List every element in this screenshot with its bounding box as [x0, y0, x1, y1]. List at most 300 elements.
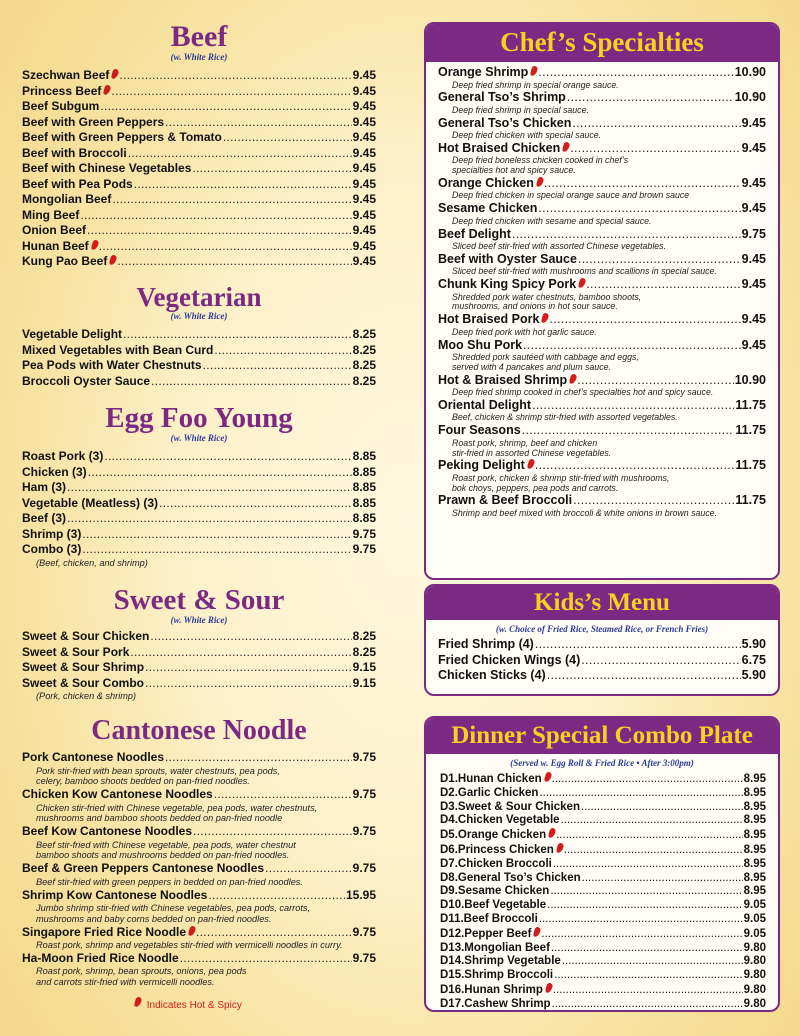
item-price: 9.80 [743, 941, 766, 954]
menu-item [22, 925, 376, 941]
dot-leader [193, 824, 352, 840]
egg-foo-young-list [22, 449, 376, 558]
item-price: 8.25 [352, 644, 376, 659]
item-price: 9.45 [352, 176, 376, 191]
item-price: 11.75 [735, 493, 766, 508]
menu-item [22, 358, 376, 374]
chili-pepper-icon [112, 69, 118, 79]
item-name: Oriental Delight [438, 397, 532, 412]
item-price: 9.45 [741, 251, 766, 266]
item-code: D10. [440, 899, 465, 912]
item-name: Szechwan Beef [22, 68, 110, 82]
item-name: Hunan Chicken [457, 773, 542, 785]
dot-leader [165, 750, 352, 766]
item-price: 9.45 [352, 83, 376, 98]
combo-item [440, 828, 766, 843]
chili-pepper-icon [189, 926, 195, 936]
dot-leader [88, 465, 352, 481]
item-description: Beef stir-fried with green peppers in bedded on pan-fried noodles. [36, 876, 303, 887]
dot-leader [100, 99, 351, 115]
item-price: 9.05 [743, 912, 766, 925]
section-title: Egg Foo Young [105, 402, 293, 434]
dot-leader [130, 645, 351, 661]
item-name: Beef Delight [438, 226, 511, 241]
item-name: Beef with Oyster Sauce [438, 251, 577, 266]
item-price: 8.95 [743, 857, 766, 870]
item-name: Shrimp Vegetable [464, 955, 561, 968]
item-code: D14. [440, 955, 465, 968]
dot-leader [552, 998, 743, 1012]
item-name: Hot Braised Chicken [438, 140, 561, 155]
dot-leader [567, 90, 734, 106]
item-code: D13. [440, 941, 465, 954]
item-name: Sesame Chicken [438, 201, 538, 216]
dot-leader [196, 925, 352, 941]
item-code: D16. [440, 983, 465, 996]
chili-pepper-icon [104, 85, 110, 95]
item-price: 9.75 [352, 861, 376, 876]
menu-item [22, 161, 376, 177]
item-price: 9.75 [352, 542, 376, 556]
menu-item [438, 423, 766, 439]
item-name: General Tso’s Chicken [438, 115, 572, 130]
dot-leader [87, 223, 352, 239]
dot-leader [538, 65, 733, 81]
egg-foo-young-section [22, 404, 376, 568]
vegetarian-section [22, 284, 376, 389]
menu-item [22, 480, 376, 496]
menu-item [438, 373, 766, 389]
dot-leader [535, 637, 741, 653]
item-code: D12. [440, 927, 465, 940]
dot-leader [150, 629, 351, 645]
menu-item [438, 668, 766, 684]
chili-pepper-icon [135, 997, 141, 1007]
item-price: 9.45 [352, 99, 376, 113]
dot-leader [117, 254, 351, 270]
item-description: Shredded pork sautéed with cabbage and eggs, served with 4 pancakes and plum sauce. [452, 352, 639, 372]
item-name: Sweet & Sour Shrimp [22, 660, 145, 674]
item-description: Deep fried chicken with sesame and special sauce. [452, 215, 652, 226]
menu-item [22, 192, 376, 208]
item-code: D17. [440, 997, 465, 1010]
section-subtitle: (w. White Rice) [170, 311, 228, 321]
item-name: Beef & Green Peppers Cantonese Noodles [22, 861, 265, 876]
dot-leader [550, 885, 742, 899]
menu-item [22, 146, 376, 162]
menu-item [438, 90, 766, 106]
item-name: Sweet & Sour Chicken [457, 800, 580, 813]
item-description: Beef, chicken & shrimp stir-fried with assorted vegetables. [452, 412, 678, 423]
item-description: Jumbo shrimp stir-fried with Chinese vegetables, pea pods, carrots, mushrooms and baby corns bedded on pan-fried noodles. [36, 903, 311, 924]
dot-leader [582, 872, 743, 886]
combo-item [440, 885, 766, 899]
dot-leader [145, 660, 352, 676]
item-price: 8.95 [743, 885, 766, 898]
beef-section [22, 22, 376, 270]
item-description: Roast pork, shrimp, beef and chicken stir-fried in assorted Chinese vegetables. [452, 437, 612, 458]
menu-item [438, 201, 766, 217]
section-subtitle: (w. White Rice) [170, 433, 228, 443]
combo-item [440, 787, 766, 801]
menu-item [22, 130, 376, 146]
menu-item [22, 787, 376, 803]
item-price: 10.90 [734, 372, 766, 387]
item-description: Shredded pork water chestnuts, bamboo shoots, mushrooms, and onions in hot sour sauce. [452, 291, 642, 312]
item-name: Beef with Green Peppers & Tomato [22, 130, 222, 144]
item-price: 9.75 [352, 787, 376, 802]
item-price: 5.90 [741, 637, 766, 651]
chili-pepper-icon [534, 927, 540, 937]
item-description: Beef stir-fried with Chinese vegetable, pea pods, water chestnut bamboo shoots and mushrooms bedded on pan-fried noodles. [36, 839, 296, 861]
item-name: Princess Beef [22, 83, 102, 98]
spicy-legend [132, 997, 242, 1011]
item-name: Pork Cantonese Noodles [22, 750, 165, 764]
dot-leader [581, 801, 743, 815]
item-name: Orange Chicken [457, 829, 547, 842]
kids-menu-subtitle: (w. Choice of Fried Rice, Steamed Rice, or French Fries) [495, 624, 709, 634]
dot-leader [119, 68, 351, 84]
item-description: Roast pork, shrimp, bean sprouts, onions, pea pods and carrots stir-fried with vermicelli noodles. [36, 966, 247, 988]
item-description: Chicken stir-fried with Chinese vegetable, pea pods, water chestnuts, mushrooms and bamboo shoots bedded on pan-fried noodle [36, 802, 318, 824]
dot-leader [104, 449, 351, 465]
item-name: Beef with Pea Pods [22, 176, 133, 191]
item-price: 6.75 [741, 652, 766, 667]
menu-item [22, 888, 376, 904]
menu-item [22, 208, 376, 224]
menu-item [438, 312, 766, 328]
dot-leader [532, 398, 734, 414]
item-name: Mixed Vegetables with Bean Curd [22, 342, 214, 357]
dot-leader [553, 858, 743, 872]
item-name: Shrimp (3) [22, 526, 82, 541]
item-price: 8.85 [352, 511, 376, 525]
item-price: 8.95 [743, 814, 766, 827]
combo-item [440, 814, 766, 828]
dot-leader [561, 814, 743, 828]
menu-item [438, 493, 766, 509]
item-price: 8.95 [743, 800, 766, 813]
item-name: Singapore Fried Rice Noodle [22, 924, 187, 939]
item-price: 9.45 [352, 254, 376, 268]
item-price: 8.95 [743, 843, 766, 856]
dot-leader [67, 480, 352, 496]
item-price: 11.75 [735, 397, 766, 412]
item-name: Hot Braised Pork [438, 312, 540, 327]
item-price: 9.45 [352, 223, 376, 237]
item-name: Chicken Sticks (4) [438, 668, 546, 682]
item-name: Shrimp Broccoli [464, 969, 554, 982]
item-price: 9.15 [352, 675, 376, 690]
item-code: D6. [440, 843, 458, 856]
item-name: Broccoli Oyster Sauce [22, 373, 151, 388]
item-description: Pork stir-fried with bean sprouts, water chestnuts, pea pods, celery, bamboo shoots bedded on pan-fried noodles. [36, 765, 280, 787]
item-price: 9.75 [352, 526, 376, 541]
item-price: 9.80 [743, 955, 766, 968]
item-price: 9.45 [741, 201, 766, 216]
legend-text: Indicates Hot & Spicy [146, 1000, 242, 1011]
combo-plate-header: Dinner Special Combo Plate [426, 718, 778, 754]
chili-pepper-icon [531, 66, 537, 76]
section-title: Vegetarian [136, 282, 262, 312]
item-name: Cashew Shrimp [464, 997, 551, 1010]
kids-list [438, 637, 766, 684]
dot-leader [159, 496, 352, 512]
item-name: Vegetable Delight [22, 327, 123, 341]
dot-leader [134, 177, 352, 193]
item-name: Beef Kow Cantonese Noodles [22, 824, 193, 839]
item-name: Sweet & Sour Chicken [22, 629, 150, 643]
menu-item [22, 824, 376, 840]
item-price: 9.45 [352, 68, 376, 82]
menu-item [438, 338, 766, 354]
dot-leader [80, 208, 351, 224]
item-name: Orange Chicken [438, 175, 534, 190]
item-price: 8.95 [743, 871, 766, 884]
item-price: 11.75 [735, 423, 766, 438]
menu-item [22, 511, 376, 527]
menu-item [22, 660, 376, 676]
item-name: Beef with Chinese Vegetables [22, 161, 192, 175]
item-name: Sweet & Sour Combo [22, 675, 145, 690]
item-description: Deep fried shrimp cooked in chef’s specialties hot and spicy sauce. [452, 387, 714, 398]
item-code: D15. [440, 969, 465, 982]
dot-leader [562, 955, 743, 969]
item-price: 9.45 [741, 140, 766, 155]
item-code: D5. [440, 829, 458, 842]
dot-leader [145, 676, 352, 692]
vegetarian-list [22, 327, 376, 389]
item-name: Beef (3) [22, 511, 67, 525]
item-description: Deep fried shrimp in special orange sauce. [452, 79, 619, 90]
item-name: Chicken (3) [22, 464, 87, 479]
combo-item [440, 899, 766, 913]
item-price: 9.45 [741, 277, 766, 292]
dot-leader [539, 787, 742, 801]
item-description: Deep fried boneless chicken cooked in chef’s specialties hot and spicy sauce. [452, 155, 629, 176]
combo-item [440, 913, 766, 927]
item-name: Chicken Kow Cantonese Noodles [22, 787, 213, 802]
item-price: 9.75 [352, 824, 376, 839]
menu-item [22, 223, 376, 239]
dot-leader [554, 969, 742, 983]
dot-leader [214, 787, 352, 803]
combo-list-wrap [426, 772, 778, 1012]
item-price: 11.75 [735, 458, 766, 473]
dot-leader [192, 161, 351, 177]
item-name: Orange Shrimp [438, 65, 529, 79]
menu-item [438, 65, 766, 81]
sweet-sour-list [22, 629, 376, 691]
item-name: Peking Delight [438, 458, 525, 473]
dot-leader [82, 542, 351, 558]
item-code: D7. [440, 857, 458, 870]
item-name: Beef Broccoli [463, 912, 538, 925]
dot-leader [570, 141, 740, 157]
menu-item [438, 458, 766, 474]
menu-item [22, 254, 376, 270]
combo-item [440, 927, 766, 942]
item-price: 9.45 [352, 161, 376, 175]
menu-item [22, 645, 376, 661]
item-price: 8.25 [352, 629, 376, 643]
item-name: Shrimp Kow Cantonese Noodles [22, 887, 208, 902]
menu-item [22, 177, 376, 193]
item-name: Combo (3) [22, 542, 82, 556]
chili-pepper-icon [570, 374, 576, 384]
item-code: D3. [440, 800, 458, 813]
item-price: 9.80 [743, 969, 766, 982]
chili-pepper-icon [110, 255, 116, 265]
item-price: 9.45 [741, 175, 766, 190]
item-name: Sweet & Sour Pork [22, 644, 130, 659]
item-name: Beef Vegetable [464, 899, 547, 912]
dot-leader [165, 115, 352, 131]
item-price: 9.05 [743, 927, 766, 940]
combo-item [440, 801, 766, 815]
dot-leader [223, 130, 352, 146]
item-price: 8.85 [352, 464, 376, 479]
item-price: 9.80 [743, 997, 766, 1010]
item-code: D4. [440, 814, 458, 827]
menu-item [438, 653, 766, 669]
item-price: 9.15 [352, 660, 376, 674]
item-code: D2. [440, 786, 458, 799]
item-name: Hunan Shrimp [464, 983, 543, 996]
menu-item [22, 84, 376, 100]
section-title: Sweet & Sour [113, 584, 285, 616]
section-title: Beef [170, 20, 228, 53]
item-price: 8.25 [352, 373, 376, 388]
dot-leader [586, 277, 740, 293]
item-price: 8.85 [352, 480, 376, 494]
item-name: Roast Pork (3) [22, 449, 104, 463]
item-price: 8.95 [743, 829, 766, 842]
menu-item [438, 252, 766, 268]
dot-leader [541, 928, 742, 942]
combo-plate-subtitle: (Served w. Egg Roll & Fried Rice • After 3:00pm) [510, 758, 694, 768]
item-price: 8.95 [743, 786, 766, 799]
item-price: 9.45 [741, 337, 766, 352]
item-name: Pea Pods with Water Chestnuts [22, 358, 202, 372]
item-price: 9.75 [352, 924, 376, 939]
menu-item [438, 141, 766, 157]
item-description: Deep fried chicken with special sauce. [452, 130, 602, 141]
dot-leader [578, 252, 741, 268]
menu-item [22, 676, 376, 692]
item-name: Ming Beef [22, 207, 80, 222]
sweet-sour-note: (Pork, chicken & shrimp) [36, 691, 137, 701]
chili-pepper-icon [92, 240, 98, 250]
dot-leader [214, 343, 351, 359]
item-name: Ham (3) [22, 480, 67, 494]
combo-item [440, 998, 766, 1012]
menu-item [22, 327, 376, 343]
chili-pepper-icon [542, 313, 548, 323]
dot-leader [123, 327, 352, 343]
item-price: 8.25 [352, 327, 376, 341]
item-description: Deep fried shrimp in special sauce. [452, 104, 589, 115]
section-subtitle: (w. White Rice) [170, 615, 228, 625]
combo-item [440, 969, 766, 983]
chef-list [438, 65, 766, 519]
dot-leader [151, 374, 352, 390]
combo-item [440, 872, 766, 886]
dot-leader [547, 668, 741, 684]
section-subtitle: (w. White Rice) [170, 52, 228, 62]
item-name: Four Seasons [438, 423, 521, 438]
item-price: 9.80 [743, 983, 766, 996]
menu-item [22, 99, 376, 115]
menu-item [22, 629, 376, 645]
item-name: Beef Subgum [22, 99, 100, 113]
item-name: Mongolian Beef [22, 192, 112, 206]
item-description: Roast pork, shrimp and vegetables stir-fried with vermicelli noodles in curry. [36, 940, 343, 951]
item-name: General Tso’s Shrimp [438, 90, 566, 105]
item-price: 8.95 [743, 773, 766, 785]
combo-item [440, 955, 766, 969]
item-name: Kung Pao Beef [22, 254, 108, 268]
menu-item [22, 861, 376, 877]
dot-leader [539, 913, 743, 927]
chili-pepper-icon [546, 983, 552, 993]
section-title: Cantonese Noodle [91, 715, 307, 746]
item-description: Deep fried chicken in special orange sauce and brown sauce [452, 190, 690, 201]
item-price: 10.90 [734, 65, 766, 79]
item-price: 9.75 [741, 226, 766, 241]
item-price: 8.85 [352, 449, 376, 463]
menu-item [22, 750, 376, 766]
item-code: D8. [440, 871, 458, 884]
menu-item [22, 68, 376, 84]
item-price: 8.25 [352, 358, 376, 372]
menu-item [22, 951, 376, 967]
item-price: 10.90 [734, 90, 766, 105]
combo-plate-panel [424, 716, 780, 1012]
chef-specialties-header: Chef’s Specialties [426, 24, 778, 62]
item-price: 9.45 [741, 115, 766, 130]
combo-item [440, 942, 766, 956]
item-code: D9. [440, 885, 458, 898]
item-name: Chicken Broccoli [457, 857, 552, 870]
item-name: Hot & Braised Shrimp [438, 372, 568, 387]
dot-leader [553, 984, 743, 998]
combo-item [440, 843, 766, 858]
dot-leader [538, 201, 740, 217]
cantonese-section [22, 717, 376, 988]
item-price: 9.45 [352, 114, 376, 129]
item-name: Garlic Chicken [457, 786, 539, 799]
chili-pepper-icon [549, 828, 555, 838]
chef-list-wrap [426, 62, 778, 519]
menu-item [22, 527, 376, 543]
item-name: Fried Chicken Wings (4) [438, 652, 581, 667]
item-price: 9.45 [741, 312, 766, 327]
menu-item [438, 637, 766, 653]
item-price: 9.45 [352, 207, 376, 222]
chili-pepper-icon [557, 843, 563, 853]
item-price: 9.45 [352, 145, 376, 160]
item-price: 5.90 [741, 668, 766, 682]
item-name: Beef with Broccoli [22, 145, 127, 160]
item-code: D11. [440, 912, 464, 925]
combo-list [440, 772, 766, 1012]
dot-leader [572, 116, 740, 132]
item-description: Sliced beef stir-fried with mushrooms and scallions in special sauce. [452, 266, 717, 277]
item-name: Moo Shu Pork [438, 337, 523, 352]
combo-item [440, 983, 766, 998]
dot-leader [522, 423, 735, 439]
